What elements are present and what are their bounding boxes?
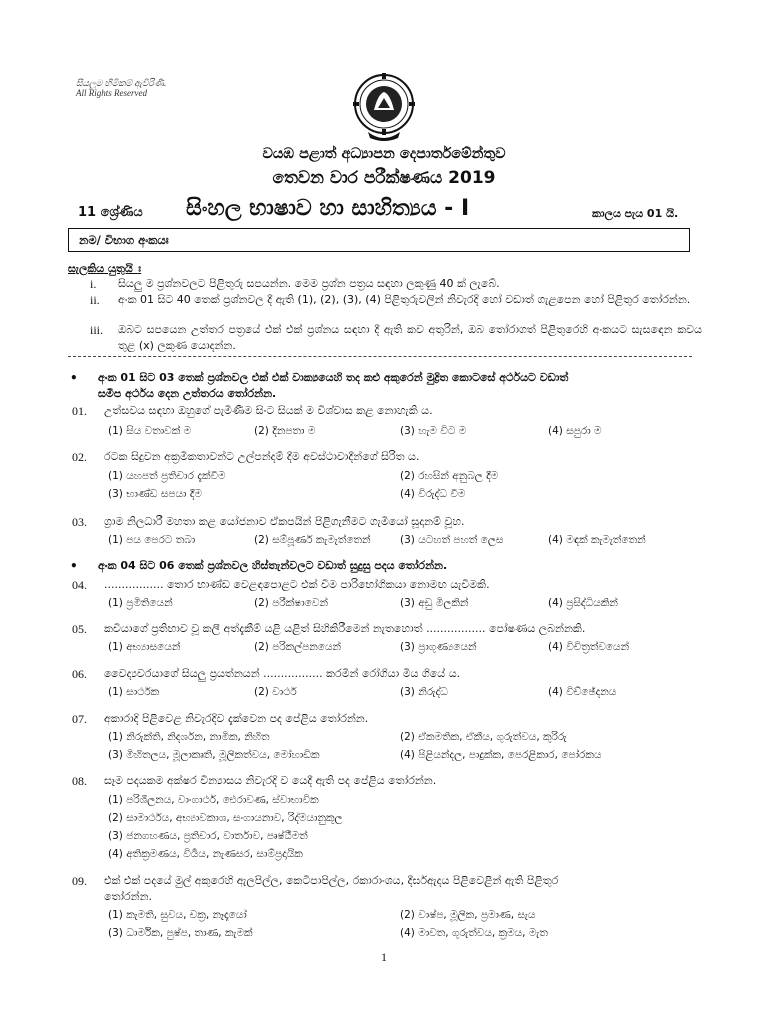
instruction-text: අංක 01 සිට 40 තෙක් ප්‍රශ්නවල දී ඇති (1), (2), (3), (4) පිළිතුරුවලින් නිවැරදි හෝ වඩාත් ගැළපෙන හෝ පිළිතුර තෝරන්න.: [118, 293, 691, 306]
option-1[interactable]: (1) පය පෙරට තබා: [108, 534, 196, 546]
option-4[interactable]: (4) අතික්‍රමණය, විර්‍යය, නැණසර, සාම්ප්‍රදායික: [108, 848, 303, 860]
page-number: 1: [381, 950, 387, 964]
grade-label: 11 ශ්‍රේණිය: [78, 205, 143, 220]
instruction-item: [90, 276, 702, 292]
department-title: වයඹ පළාත් අධ්‍යාපන දෙපාර්තමේන්තුව: [262, 146, 506, 162]
subject-title: සිංහල භාෂාව හා සාහිත්‍යය - I: [186, 196, 470, 221]
option-1[interactable]: (1) සාර්ථක: [108, 686, 160, 698]
separator-line: [68, 356, 692, 357]
instruction-number: ii.: [90, 293, 100, 307]
question-text: අකාරාදි පිළිවෙළ නිවැරදිව දැක්වෙන පද පේළිය තෝරන්න.: [104, 712, 369, 725]
option-3[interactable]: (3) හැම විට ම: [400, 425, 467, 437]
option-1[interactable]: (1) අභ්‍යාසයෙන්: [108, 641, 181, 653]
option-4[interactable]: (4) විරුද්ධ වීම: [400, 488, 466, 500]
question-number: 06.: [72, 667, 87, 681]
option-2[interactable]: (2) වාෂ්ප, මූලික, ප්‍රමාණ, සැය: [400, 909, 536, 921]
name-index-field[interactable]: [68, 228, 690, 252]
option-1[interactable]: (1) ප්‍රමිතියෙන්: [108, 597, 173, 609]
copyright-si: සියලුම හිමිකම් ඇවිරිණි.: [76, 78, 167, 88]
option-3[interactable]: (3) ප්‍රාගුණ්‍යයෙන්: [400, 641, 477, 653]
option-2[interactable]: (2) ඒකමතික, ඒකීය, ගුරුත්වය, කුරිරු: [400, 731, 567, 743]
option-4[interactable]: (4) මඳක් කැමැත්තෙන්: [548, 534, 646, 546]
question-text: සෑම පදයකම අක්ෂර වින්‍යාසය නිවැරදි ව යෙදී ඇති පද පේළිය තෝරන්න.: [104, 774, 437, 787]
option-1[interactable]: (1) කැමති, සුවය, චක්‍ර, නෑදෑයෝ: [108, 909, 247, 921]
copyright-notice: [76, 78, 166, 98]
question-number: 01.: [72, 404, 87, 418]
question-number: 05.: [72, 622, 87, 636]
section-text-line1: අංක 01 සිට 03 තෙක් ප්‍රශ්නවල එක් එක් වාක්‍යයෙහි තද කළු අකුරෙන් මුද්‍රිත කොටසේ අර්ථයට වඩාත්: [98, 371, 569, 384]
question-text: වෛද්‍යවරයාගේ සියලු ප්‍රයත්නයන් ................. කරමින් රෝගියා මිය ගියේ ය.: [104, 667, 461, 680]
option-3[interactable]: (3) භාණ්ඩ සපයා දීම: [108, 488, 203, 500]
bullet-icon: •: [70, 559, 78, 573]
provincial-emblem-icon: [352, 72, 416, 142]
question-text: රටක සිදුවන අක්‍රමිකතාවන්ට උල්පන්දම් දීම අවස්ථාවාදීන්ගේ සිරිත ය.: [104, 450, 420, 463]
question-number: 02.: [72, 450, 87, 464]
option-2[interactable]: (2) වාර්ථ: [254, 686, 297, 698]
bullet-icon: •: [70, 371, 78, 385]
option-2[interactable]: (2) සම්පූර්ණ කැමැත්තෙන්: [254, 534, 371, 546]
question-text: ග්‍රාම නිලධාරී මහතා කළ යෝජනාව ඒකපයින් පිළිගැනීමට ගැමියෝ සූදානම් වූහ.: [104, 515, 465, 528]
question-number: 08.: [72, 774, 87, 788]
option-4[interactable]: (4) සපුරා ම: [548, 425, 602, 437]
option-2[interactable]: (2) සාමාර්ථය, අභ්‍යාවකාශ, සංගායනාව, රිද්මයානුකූල: [108, 812, 343, 824]
option-3[interactable]: (3) යටහත් පහත් ලෙස: [400, 534, 504, 546]
question-number: 04.: [72, 578, 87, 592]
option-1[interactable]: (1) පරිශීලනය, වාංගාර්ථ, ඓරාවණ, ස්වාභාවික: [108, 794, 319, 806]
option-3[interactable]: (3) ධාර්මික, පුෂ්ප, තාණ, කැමක්: [108, 927, 253, 939]
option-4[interactable]: (4) විච්ඡේදනය: [548, 686, 617, 698]
time-allowed: කාලය පැය 01 යි.: [592, 207, 679, 220]
instruction-item: [90, 292, 702, 324]
question-number: 07.: [72, 712, 87, 726]
instruction-text: ඔබට සපයෙන උත්තර පත්‍රයේ එක් එක් ප්‍රශ්නය සඳහා දී ඇති කව අතුරින්, ඔබ තෝරාගත් පිළිතුරෙහි අංකයට සැසඳෙන කවය තුළ (x) ලකුණ යොදන්න.: [118, 323, 702, 352]
option-3[interactable]: (3) ජනගහණය, ප්‍රතිචාර, වාර්තාව, පෘෂ්ඨීමත්: [108, 830, 308, 842]
option-3[interactable]: (3) අඩු මිලකින්: [400, 597, 469, 609]
option-4[interactable]: (4) ප්‍රසිද්ධියකින්: [548, 597, 618, 609]
question-text: කවියාගේ ප්‍රතිභාව වූ කලී අත්දැකීම් යළි යළිත් සිහිකිරීමෙන් නැතහොත් ................. පෝෂණය ලබන්නකි.: [104, 622, 586, 635]
option-2[interactable]: (2) රහසින් අනුබල දීම: [400, 470, 499, 482]
question-number: 03.: [72, 515, 87, 529]
question-number: 09.: [72, 874, 87, 888]
option-4[interactable]: (4) පිළියන්දල, පාදුක්ක, පෙරළිකාර, පෝරකය: [400, 749, 602, 761]
question-text: එක් එක් පදයේ මුල් අකුරෙහි ඇලපිල්ල, කෙටිපාපිල්ල, රකාරාංශය, දීර්ඝඇදය පිළිවෙළින් ඇති පිළිතුර: [104, 874, 559, 887]
option-3[interactable]: (3) මිහිතලය, මූලාකෘති, මූලිකත්වය, මෝහාඩික: [108, 749, 320, 761]
question-text: උත්සවය සඳහා ඔහුගේ පැමිණීම සිංට සියක් ම විශ්වාස කළ නොහැකි ය.: [104, 404, 433, 417]
option-1[interactable]: (1) යහපත් ප්‍රතිචාර දැක්වීම: [108, 470, 226, 482]
option-4[interactable]: (4) විචිත්‍රත්වයෙන්: [548, 641, 630, 653]
option-1[interactable]: (1) නිරුක්ති, නිදර්ශන, නාමික, නිහිත: [108, 731, 270, 743]
option-2[interactable]: (2) දිනපතා ම: [254, 425, 316, 437]
instruction-item: [90, 322, 702, 354]
option-1[interactable]: (1) සිය වතාවක් ම: [108, 425, 192, 437]
exam-title: තෙවන වාර පරීක්ෂණය 2019: [272, 168, 496, 188]
instruction-number: iii.: [90, 323, 104, 337]
option-2[interactable]: (2) පරිකල්පනයෙන්: [254, 641, 342, 653]
section-text-line1: අංක 04 සිට 06 තෙක් ප්‍රශ්නවල හිස්තැන්වලට වඩාත් සුදුසු පදය තෝරන්න.: [98, 559, 448, 572]
instruction-number: i.: [90, 277, 97, 291]
section-instruction: [70, 370, 690, 402]
option-3[interactable]: (3) නිරුද්ධ: [400, 686, 448, 698]
option-4[interactable]: (4) මාවත, ගුරුත්වය, ක්‍රමය, මැත: [400, 927, 548, 939]
instructions-heading: සැලකිය යුතුයි ඃ: [68, 262, 142, 275]
question-text-line2: තෝරන්න.: [104, 890, 153, 903]
section-instruction: [70, 558, 690, 574]
option-2[interactable]: (2) පරීක්ෂාවෙන්: [254, 597, 328, 609]
question-text: ................. තොර භාණ්ඩ වෙළඳපොළට එක් වීම පාරිභෝගිකයා නොමඟ යැවීමකි.: [104, 578, 490, 591]
section-text-line2: සමීප අර්ථය දෙන උත්තරය තෝරන්න.: [98, 387, 277, 400]
instruction-text: සියලු ම ප්‍රශ්නවලට පිළිතුරු සපයන්න. මෙම ප්‍රශ්න පත්‍රය සඳහා ලකුණු 40 ක් ලැබේ.: [118, 277, 500, 290]
copyright-en: All Rights Reserved: [76, 88, 147, 98]
name-index-label: නම/ විභාග අංකයඃ: [79, 233, 169, 247]
